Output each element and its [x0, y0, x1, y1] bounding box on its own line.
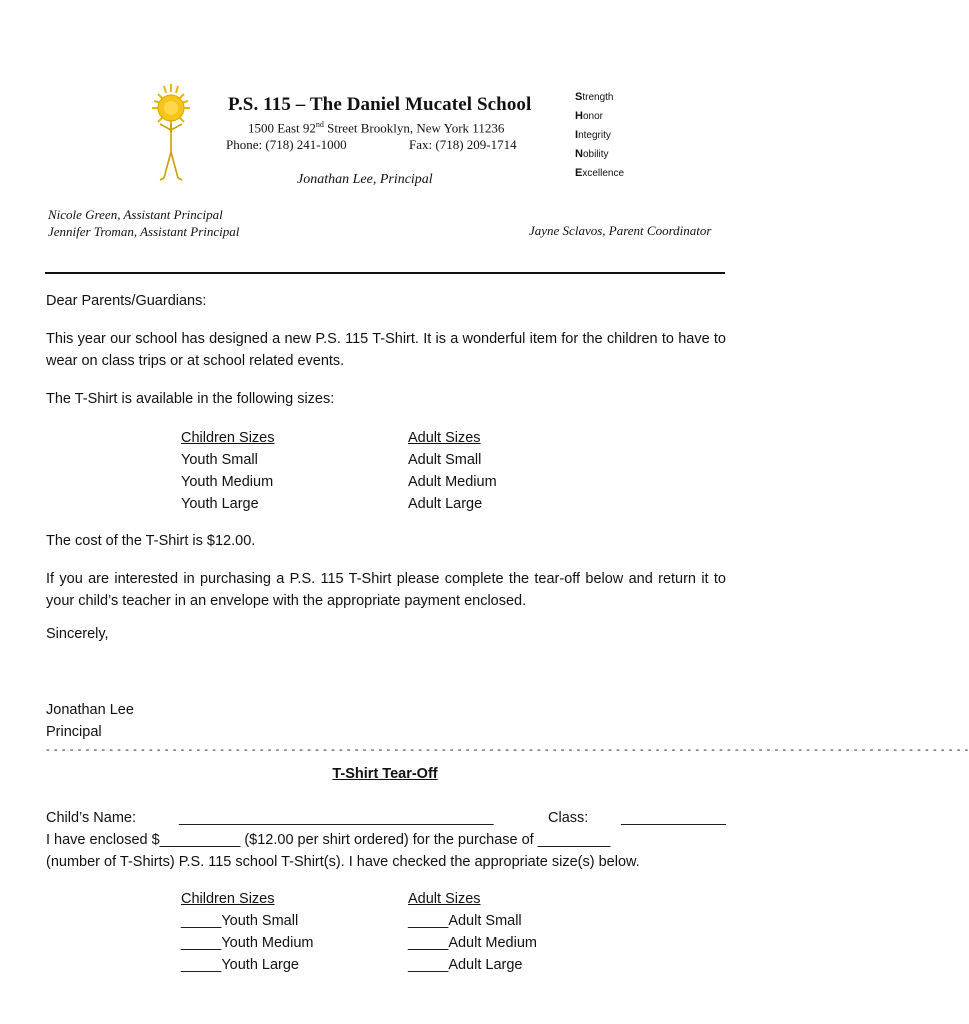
- value-item: Excellence: [575, 167, 625, 179]
- adult-sizes-heading: Adult Sizes: [408, 430, 481, 446]
- closing: Sincerely,: [46, 626, 109, 642]
- size-item: Adult Small: [408, 452, 482, 468]
- size-option-youth-large[interactable]: _____Youth Large: [181, 957, 299, 973]
- class-blank[interactable]: _____________: [621, 810, 726, 826]
- address-part: Street Brooklyn, New York 11236: [323, 120, 505, 136]
- school-fax: Fax: (718) 209-1714: [409, 137, 517, 152]
- size-item: Adult Medium: [408, 474, 497, 490]
- children-size-options: [181, 888, 313, 976]
- adult-size-options: [408, 888, 537, 976]
- school-values-list: [575, 88, 624, 183]
- class-label: Class:: [548, 810, 589, 826]
- value-item: Honor: [575, 110, 603, 122]
- children-sizes-heading: Children Sizes: [181, 891, 275, 907]
- value-item: Nobility: [575, 148, 609, 160]
- size-item: Youth Medium: [181, 474, 274, 490]
- signer-name: Jonathan Lee: [46, 702, 134, 718]
- school-phone: Phone: (718) 241-1000: [226, 137, 347, 152]
- parent-coordinator: Jayne Sclavos, Parent Coordinator: [529, 223, 712, 238]
- intro-paragraph: This year our school has designed a new P.S. 115 T-Shirt. It is a wonderful item for the children to have to wear on class trips or at school related events.: [46, 331, 726, 369]
- address-part: 1500 East 92: [248, 120, 316, 136]
- size-item: Youth Large: [181, 496, 259, 512]
- size-item: Youth Small: [181, 452, 258, 468]
- children-sizes-heading: Children Sizes: [181, 430, 275, 446]
- size-option-adult-medium[interactable]: _____Adult Medium: [408, 935, 537, 951]
- header-divider: [45, 272, 725, 274]
- adult-sizes-heading: Adult Sizes: [408, 891, 481, 907]
- enclosed-line[interactable]: I have enclosed $__________ ($12.00 per shirt ordered) for the purchase of _________: [46, 832, 611, 848]
- size-option-adult-small[interactable]: _____Adult Small: [408, 913, 522, 929]
- tear-line: - - - - - - - - - - - - - - - - - - - - - - - - - - - - - - - - - - - - - - - - - - - - - - - - - - - - - - - - - - - - - - - - - - - - - - - - - - - - - - - - - - - - - - - - - - - - - - - - - - - - - - - - - - - - - - - - - - - - -: [46, 744, 969, 756]
- child-name-row: [46, 810, 726, 826]
- school-name: P.S. 115 – The Daniel Mucatel School: [228, 94, 532, 115]
- child-name-label: Child’s Name:: [46, 810, 136, 826]
- school-logo-sun-icon: [148, 80, 194, 188]
- greeting: Dear Parents/Guardians:: [46, 293, 207, 309]
- signer-title: Principal: [46, 724, 102, 740]
- size-option-youth-medium[interactable]: _____Youth Medium: [181, 935, 314, 951]
- size-item: Adult Large: [408, 496, 483, 512]
- address-superscript: nd: [315, 120, 324, 129]
- instructions-paragraph: If you are interested in purchasing a P.S. 115 T-Shirt please complete the tear-off below and return it to your child’s teacher in an envelope with the appropriate payment enclosed.: [46, 571, 726, 609]
- value-item: Strength: [575, 91, 614, 103]
- adult-sizes-list: [408, 427, 497, 515]
- principal-name: Jonathan Lee, Principal: [297, 172, 433, 187]
- assistant-principals: [48, 206, 239, 240]
- size-option-adult-large[interactable]: _____Adult Large: [408, 957, 523, 973]
- cost-text: The cost of the T-Shirt is $12.00.: [46, 533, 256, 549]
- school-address: [248, 120, 504, 136]
- value-item: Integrity: [575, 129, 611, 141]
- assistant-principal: Jennifer Troman, Assistant Principal: [48, 224, 240, 239]
- size-option-youth-small[interactable]: _____Youth Small: [181, 913, 299, 929]
- number-line: (number of T-Shirts) P.S. 115 school T-Shirt(s). I have checked the appropriate size(s) below.: [46, 854, 640, 870]
- child-name-blank[interactable]: _______________________________________: [179, 810, 494, 826]
- availability-text: The T-Shirt is available in the following sizes:: [46, 391, 335, 407]
- tearoff-title: T-Shirt Tear-Off: [332, 766, 438, 782]
- children-sizes-list: [181, 427, 275, 515]
- assistant-principal: Nicole Green, Assistant Principal: [48, 207, 223, 222]
